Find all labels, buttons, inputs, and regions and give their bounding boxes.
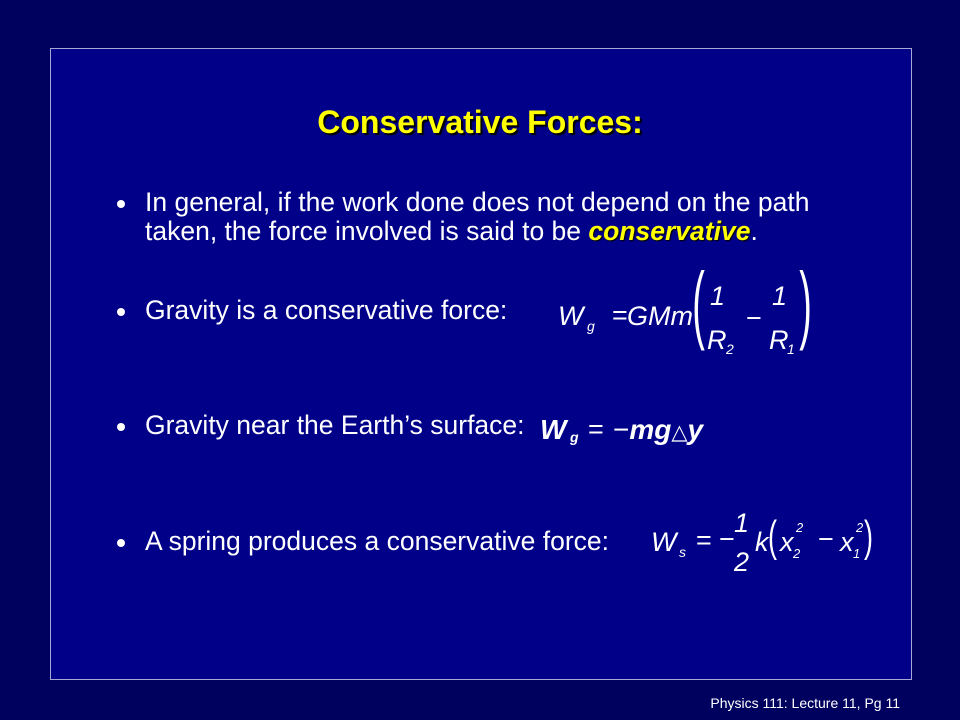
bullet-text-tail: . (750, 216, 758, 246)
eq-numerator: 1 (710, 281, 726, 311)
bullet-dot-icon (117, 308, 125, 316)
eq-denominator: R (707, 325, 727, 355)
bullet-dot-icon (117, 200, 125, 208)
eq-subscript: g (587, 318, 595, 334)
eq-close-paren: ) (799, 255, 812, 352)
slide-title: Conservative Forces: (317, 104, 643, 140)
eq-symbol-w: W (558, 301, 584, 331)
eq-numerator: 1 (772, 281, 788, 311)
eq-delta: △ (671, 420, 688, 444)
bullet-text-lead: taken, the force involved is said to be (145, 216, 589, 246)
bullet-text (145, 188, 809, 246)
eq-minus: − (613, 414, 630, 445)
eq-subscript: 1 (787, 341, 795, 357)
eq-open-paren: ( (692, 255, 705, 352)
eq-symbol-w: W (651, 527, 677, 557)
eq-minus: − (746, 303, 762, 333)
eq-subscript: s (679, 544, 686, 560)
eq-symbol-w: W (540, 414, 567, 445)
eq-denominator: R (769, 325, 789, 355)
eq-spring-constant: k (755, 527, 769, 557)
bullet-dot-icon (117, 423, 125, 431)
eq-equals: = (696, 525, 712, 555)
eq-equals: = (612, 300, 628, 330)
bullet-text: Gravity is a conservative force: (145, 295, 508, 325)
bullet-text: Gravity near the Earth’s surface: (145, 410, 525, 440)
eq-position: x (840, 527, 854, 557)
eq-equals: = (588, 414, 604, 444)
bullet-item (117, 411, 525, 440)
bullet-item (117, 527, 609, 556)
eq-denominator: 2 (734, 547, 750, 577)
eq-subscript: 1 (853, 546, 861, 561)
eq-factor: GMm (627, 301, 693, 331)
eq-open-paren: ( (768, 512, 777, 561)
eq-position: x (780, 527, 794, 557)
eq-numerator: 1 (734, 508, 750, 538)
slide-panel (50, 48, 912, 680)
slide-footer: Physics 111: Lecture 11, Pg 11 (710, 695, 900, 711)
bullet-line: In general, if the work done does not depend on the path (145, 187, 810, 217)
eq-height: y (687, 414, 704, 445)
bullet-dot-icon (117, 539, 125, 547)
bullet-item (117, 296, 507, 325)
eq-mass-gravity: mg (629, 414, 672, 445)
emphasis-term: conservative (588, 216, 751, 246)
eq-subscript: 2 (793, 546, 801, 561)
eq-superscript: 2 (856, 520, 864, 535)
bullet-line (145, 217, 809, 246)
eq-minus: − (818, 524, 834, 554)
bullet-item (117, 188, 809, 246)
eq-close-paren: ) (864, 512, 873, 561)
bullet-text: A spring produces a conservative force: (145, 526, 609, 556)
eq-minus: − (719, 524, 735, 554)
eq-subscript: g (570, 429, 579, 445)
eq-subscript: 2 (726, 341, 734, 357)
eq-superscript: 2 (796, 520, 804, 535)
eq-rhs (613, 416, 703, 446)
